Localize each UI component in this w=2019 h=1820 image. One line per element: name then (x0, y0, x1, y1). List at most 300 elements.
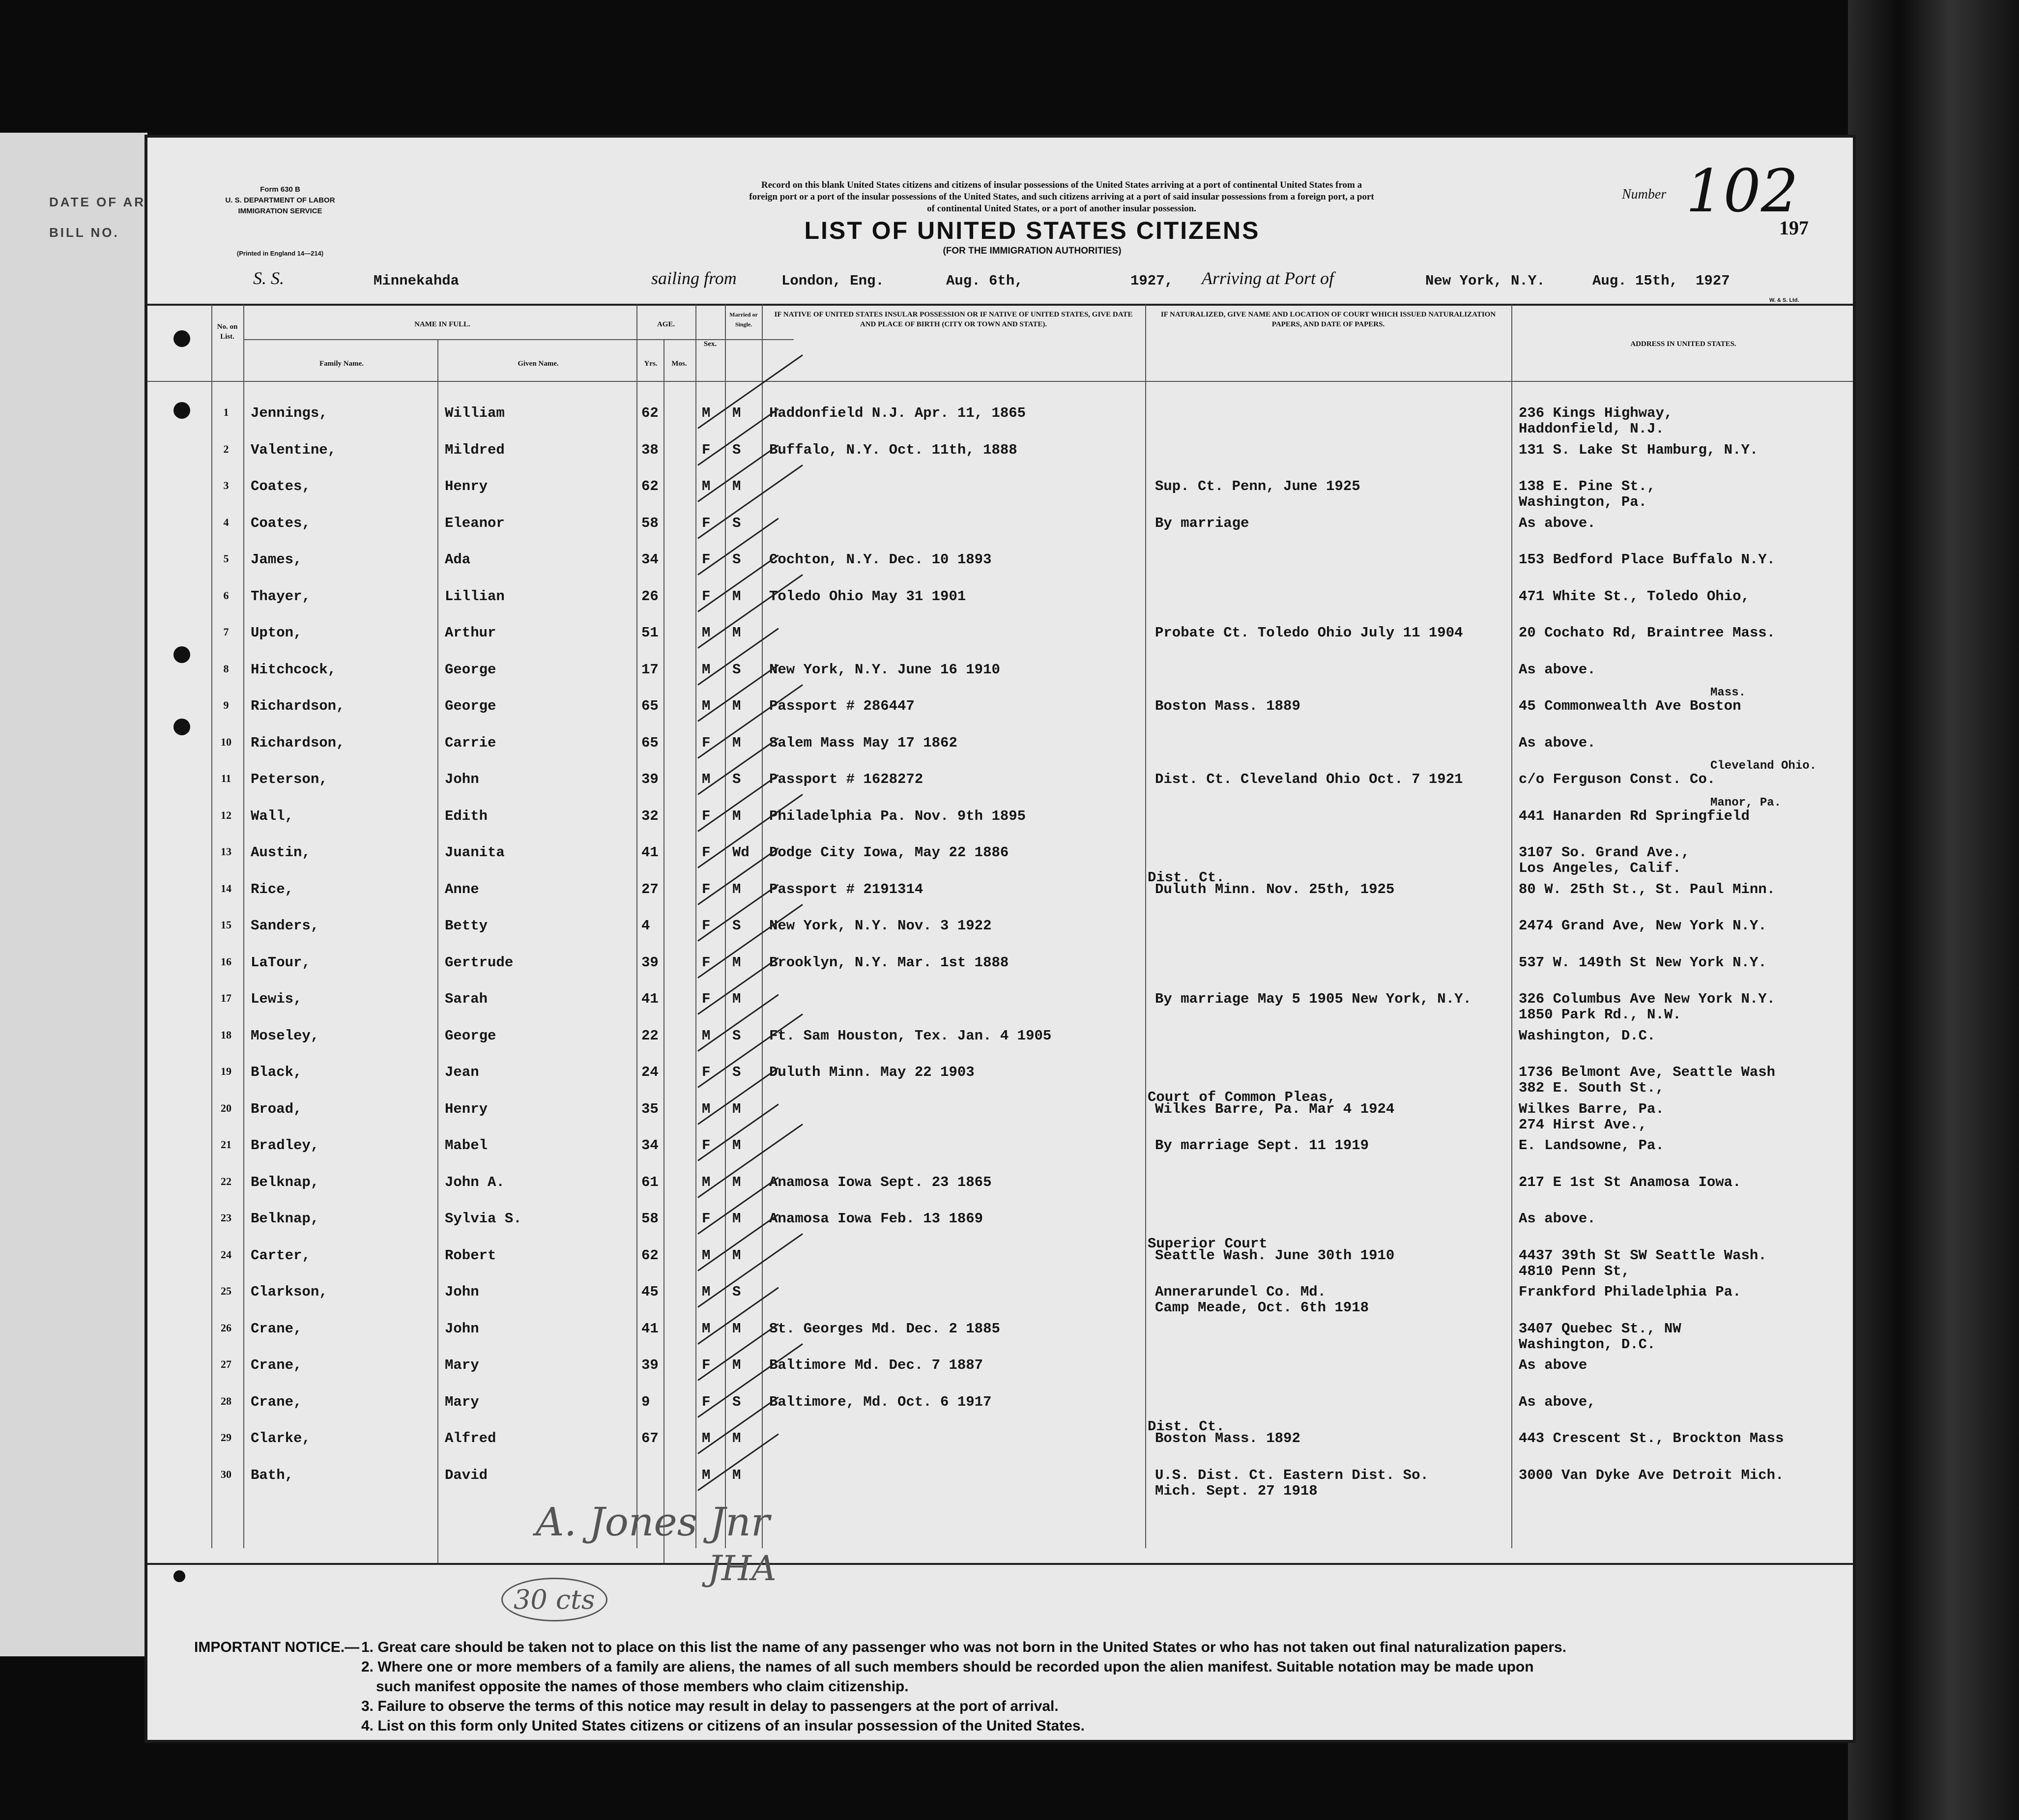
col-head-age: AGE. (657, 320, 675, 328)
marital-status: S (732, 1393, 741, 1410)
given-name: Juanita (445, 844, 505, 861)
marital-status: M (732, 734, 741, 751)
row-number: 19 (221, 1065, 231, 1077)
col-head-sex: Sex. (703, 340, 717, 348)
table-row (147, 625, 1853, 669)
age-years: 35 (641, 1100, 659, 1117)
us-address: E. Landsowne, Pa. (1519, 1137, 1664, 1154)
page-subtitle: (FOR THE IMMIGRATION AUTHORITIES) (943, 246, 1122, 256)
us-address: c/o Ferguson Const. Co. (1519, 771, 1716, 787)
marital-status: M (732, 1100, 741, 1117)
marital-status: M (732, 1174, 741, 1190)
col-head-address: ADDRESS IN UNITED STATES. (1630, 340, 1736, 348)
marital-status: M (732, 1247, 741, 1264)
family-name: Black, (251, 1064, 302, 1080)
age-years: 41 (641, 1320, 659, 1337)
naturalization: Boston Mass. 1892 (1155, 1430, 1300, 1446)
birth-place-date: Cochton, N.Y. Dec. 10 1893 (769, 551, 992, 568)
us-address: Washington, D.C. (1519, 1027, 1656, 1044)
age-years: 39 (641, 771, 659, 787)
sex: M (702, 771, 711, 787)
marital-status: M (732, 954, 741, 971)
col-head-yrs: Yrs. (644, 360, 658, 368)
sex: F (702, 918, 711, 934)
given-name: William (445, 405, 505, 421)
marital-status: M (732, 1357, 741, 1373)
table-top-rule (147, 304, 1853, 306)
family-name: Coates, (251, 515, 311, 531)
naturalization: Seattle Wash. June 30th 1910 (1155, 1247, 1395, 1264)
notice-item: 3. Failure to observe the terms of this notice may result in delay to passengers at the port of arrival. (361, 1698, 1059, 1714)
birth-place-date: Ft. Sam Houston, Tex. Jan. 4 1905 (769, 1027, 1052, 1044)
table-row (147, 1467, 1853, 1511)
row-number: 25 (221, 1285, 231, 1297)
birth-place-date: Toledo Ohio May 31 1901 (769, 588, 966, 605)
row-number: 30 (221, 1468, 231, 1480)
col-head-family: Family Name. (319, 360, 364, 368)
given-name: John (445, 1284, 479, 1300)
row-number: 26 (221, 1321, 231, 1334)
row-number: 21 (221, 1138, 231, 1151)
family-name: Clarkson, (251, 1284, 328, 1300)
number-label: Number (1622, 187, 1667, 202)
us-address: 20 Cochato Rd, Braintree Mass. (1519, 625, 1776, 641)
marital-status: M (732, 808, 741, 824)
table-row (147, 686, 1853, 742)
marital-status: M (732, 1320, 741, 1337)
given-name: Arthur (445, 625, 496, 641)
us-address-line-2: 382 E. South St., (1519, 1080, 1664, 1096)
marital-status: M (732, 881, 741, 897)
arriving-label: Arriving at Port of (1202, 268, 1334, 288)
naturalization: Wilkes Barre, Pa. Mar 4 1924 (1155, 1100, 1395, 1117)
sex: M (702, 478, 711, 494)
sex: M (702, 1027, 711, 1044)
birth-place-date: Buffalo, N.Y. Oct. 11th, 1888 (769, 441, 1017, 458)
row-number: 28 (221, 1394, 231, 1407)
marital-status: Wd (732, 844, 750, 861)
birth-place-date: Baltimore, Md. Oct. 6 1917 (769, 1393, 992, 1410)
sex: F (702, 441, 711, 458)
naturalization-court: Dist. Ct. (1148, 1418, 1225, 1435)
us-address: Frankford Philadelphia Pa. (1519, 1284, 1741, 1300)
marital-status: M (732, 625, 741, 641)
table-bottom-rule (147, 1563, 1853, 1565)
us-address-line-2: 4810 Penn St, (1519, 1263, 1630, 1279)
page-number: 197 (1779, 217, 1809, 239)
naturalization: Sup. Ct. Penn, June 1925 (1155, 478, 1360, 494)
birth-place-date: Brooklyn, N.Y. Mar. 1st 1888 (769, 954, 1009, 971)
marital-status: M (732, 698, 741, 714)
us-address: 80 W. 25th St., St. Paul Minn. (1519, 881, 1776, 897)
record-instructions (462, 179, 1661, 215)
birth-place-date: Anamosa Iowa Sept. 23 1865 (769, 1174, 992, 1190)
col-head-given: Given Name. (518, 360, 559, 368)
age-years: 24 (641, 1064, 659, 1080)
birth-place-date: Dodge City Iowa, May 22 1886 (769, 844, 1009, 861)
notice-item: such manifest opposite the names of those members who claim citizenship. (376, 1678, 909, 1695)
arrival-date: Aug. 15th, (1592, 273, 1678, 289)
notice-item: 2. Where one or more members of a family are aliens, the names of all such members should be recorded upon the alien manifest. Suitable notation may be made upon (361, 1659, 1534, 1675)
row-number: 1 (223, 406, 229, 418)
row-number: 14 (221, 882, 231, 895)
marital-status: M (732, 1211, 741, 1227)
us-address-superscript: Mass. (1710, 686, 1746, 699)
birth-place-date: Anamosa Iowa Feb. 13 1869 (769, 1211, 983, 1227)
given-name: David (445, 1467, 488, 1483)
age-years: 4 (641, 918, 650, 934)
family-name: Crane, (251, 1393, 302, 1410)
manifest-number: 102 (1686, 157, 1799, 226)
margin-marks (49, 187, 145, 248)
table-row (147, 478, 1853, 522)
binder-hole (173, 330, 190, 347)
us-address: 443 Crescent St., Brockton Mass (1519, 1430, 1784, 1446)
age-years: 45 (641, 1284, 659, 1300)
age-years: 27 (641, 881, 659, 897)
sex: M (702, 1247, 711, 1264)
age-years: 39 (641, 954, 659, 971)
marital-status: S (732, 441, 741, 458)
us-address: 217 E 1st St Anamosa Iowa. (1519, 1174, 1741, 1190)
family-name: Lewis, (251, 991, 302, 1007)
handwritten-initials: JHA (708, 1548, 777, 1589)
naturalization: Dist. Ct. Cleveland Ohio Oct. 7 1921 (1155, 771, 1463, 787)
us-address: 236 Kings Highway, (1519, 405, 1673, 421)
family-name: Peterson, (251, 771, 328, 787)
row-number: 3 (223, 479, 229, 491)
row-number: 11 (221, 772, 231, 784)
right-dark-edge (1848, 0, 2019, 1820)
naturalization-line-2: Mich. Sept. 27 1918 (1155, 1482, 1318, 1499)
arrival-year: 1927 (1696, 273, 1730, 289)
naturalization: By marriage May 5 1905 New York, N.Y. (1155, 991, 1471, 1007)
naturalization-court: Superior Court (1148, 1235, 1268, 1252)
col-head-naturalized: IF NATURALIZED, GIVE NAME AND LOCATION OF COURT WHICH ISSUED NATURALIZATION PAPERS, AND DATE OF PAPERS. (1160, 311, 1496, 328)
given-name: John A. (445, 1174, 505, 1190)
table-row (147, 1174, 1853, 1218)
us-address: As above. (1519, 515, 1596, 531)
sex: F (702, 551, 711, 568)
family-name: Jennings, (251, 405, 328, 421)
us-address: 153 Bedford Place Buffalo N.Y. (1519, 551, 1776, 568)
given-name: Jean (445, 1064, 479, 1080)
sex: M (702, 625, 711, 641)
given-name: Anne (445, 881, 479, 897)
row-number: 20 (221, 1101, 231, 1114)
family-name: Bradley, (251, 1137, 319, 1154)
record-line: Record on this blank United States citizens and citizens of insular possessions of the United States arriving at a port of continental United States from a (761, 180, 1362, 190)
age-years: 38 (641, 441, 659, 458)
naturalization: U.S. Dist. Ct. Eastern Dist. So. (1155, 1467, 1429, 1483)
naturalization: Probate Ct. Toledo Ohio July 11 1904 (1155, 625, 1463, 641)
sailing-from-label: sailing from (651, 268, 737, 288)
binder-hole (173, 1570, 185, 1582)
record-line: of continental United States, or a port of another insular possession. (927, 203, 1196, 214)
birth-place-date: Haddonfield N.J. Apr. 11, 1865 (769, 405, 1026, 421)
given-name: Gertrude (445, 954, 514, 971)
marital-status: S (732, 771, 741, 787)
us-address: As above (1519, 1357, 1587, 1373)
age-years: 62 (641, 478, 659, 494)
header-bottom-rule (147, 381, 1853, 382)
family-name: Sanders, (251, 918, 319, 934)
given-name: Robert (445, 1247, 496, 1264)
birth-place-date: New York, N.Y. June 16 1910 (769, 661, 1000, 678)
us-address: 3107 So. Grand Ave., (1519, 844, 1690, 861)
marital-status: S (732, 1284, 741, 1300)
naturalization: Duluth Minn. Nov. 25th, 1925 (1155, 881, 1395, 897)
birth-place-date: Philadelphia Pa. Nov. 9th 1895 (769, 808, 1026, 824)
sex: M (702, 1100, 711, 1117)
handwritten-circled-note: 30 cts (501, 1578, 607, 1621)
age-years: 51 (641, 625, 659, 641)
marital-status: S (732, 918, 741, 934)
age-years: 67 (641, 1430, 659, 1446)
given-name: Mary (445, 1357, 479, 1373)
given-name: Mabel (445, 1137, 488, 1154)
row-number: 7 (223, 626, 229, 638)
given-name: Henry (445, 1100, 488, 1117)
sex: M (702, 661, 711, 678)
us-address-superscript: Manor, Pa. (1710, 796, 1782, 809)
us-address: 3000 Van Dyke Ave Detroit Mich. (1519, 1467, 1784, 1483)
margin-mark: DATE OF AR (49, 195, 145, 209)
given-name: John (445, 1320, 479, 1337)
naturalization: By marriage (1155, 515, 1249, 531)
marital-status: M (732, 478, 741, 494)
us-address-line-2: 274 Hirst Ave., (1519, 1116, 1647, 1133)
family-name: Belknap, (251, 1174, 319, 1190)
given-name: Edith (445, 808, 488, 824)
age-years: 62 (641, 1247, 659, 1264)
sex: F (702, 881, 711, 897)
us-address: 2474 Grand Ave, New York N.Y. (1519, 918, 1767, 934)
family-name: Hitchcock, (251, 661, 337, 678)
family-name: Upton, (251, 625, 302, 641)
age-years: 34 (641, 551, 659, 568)
age-years: 39 (641, 1357, 659, 1373)
age-years: 65 (641, 698, 659, 714)
us-address: Wilkes Barre, Pa. (1519, 1100, 1664, 1117)
col-head-mos: Mos. (671, 360, 687, 368)
sex: F (702, 515, 711, 531)
manifest-page (147, 138, 1853, 1740)
us-address-line-2: Haddonfield, N.J. (1519, 421, 1664, 437)
row-number: 4 (223, 516, 229, 528)
row-number: 29 (221, 1431, 231, 1444)
birth-place-date: St. Georges Md. Dec. 2 1885 (769, 1320, 1000, 1337)
age-years: 32 (641, 808, 659, 824)
form-number: Form 630 B (260, 185, 300, 194)
age-years: 58 (641, 515, 659, 531)
sex: F (702, 991, 711, 1007)
row-number: 9 (223, 699, 229, 711)
family-name: Wall, (251, 808, 294, 824)
page-title: LIST OF UNITED STATES CITIZENS (804, 217, 1260, 244)
marital-status: S (732, 1064, 741, 1080)
row-number: 15 (221, 919, 231, 931)
row-number: 16 (221, 955, 231, 968)
family-name: Crane, (251, 1357, 302, 1373)
sex: F (702, 844, 711, 861)
sex: F (702, 588, 711, 605)
ss-label: S. S. (253, 268, 284, 288)
row-number: 13 (221, 845, 231, 858)
printer-mark: W. & S. Ltd. (1769, 297, 1799, 303)
departure-year: 1927, (1130, 273, 1174, 289)
family-name: Richardson, (251, 734, 345, 751)
us-address: As above. (1519, 734, 1596, 751)
sex: F (702, 808, 711, 824)
age-years: 9 (641, 1393, 650, 1410)
us-address-superscript: Cleveland Ohio. (1710, 759, 1817, 773)
row-number: 23 (221, 1212, 231, 1224)
given-name: Eleanor (445, 515, 505, 531)
row-number: 24 (221, 1248, 231, 1261)
sex: M (702, 1284, 711, 1300)
us-address: 471 White St., Toledo Ohio, (1519, 588, 1750, 605)
given-name: George (445, 1027, 496, 1044)
col-head-no: No. on List. (217, 323, 238, 341)
naturalization: Annerarundel Co. Md. (1155, 1284, 1327, 1300)
us-address: 3407 Quebec St., NW (1519, 1320, 1681, 1337)
given-name: Ada (445, 551, 471, 568)
family-name: Rice, (251, 881, 294, 897)
row-number: 2 (223, 442, 229, 455)
age-years: 22 (641, 1027, 659, 1044)
given-name: Mildred (445, 441, 505, 458)
table-row (147, 1357, 1853, 1401)
naturalization: By marriage Sept. 11 1919 (1155, 1137, 1369, 1154)
given-name: Sylvia S. (445, 1211, 522, 1227)
family-name: Clarke, (251, 1430, 311, 1446)
marital-status: M (732, 1137, 741, 1154)
us-address: As above. (1519, 661, 1596, 678)
table-row (147, 1320, 1853, 1365)
row-number: 10 (221, 735, 231, 748)
row-number: 8 (223, 662, 229, 675)
col-head-name: NAME IN FULL. (414, 320, 470, 328)
given-name: Alfred (445, 1430, 496, 1446)
record-line: foreign port or a port of the insular possessions of the United States, and such citizens arriving at a port of said insular possessions from a foreign port, a port (749, 192, 1374, 202)
family-name: Coates, (251, 478, 311, 494)
margin-mark: BILL NO. (49, 225, 119, 240)
col-head-married: Married or Single. (729, 311, 758, 328)
sex: M (702, 1467, 711, 1483)
sex: F (702, 1393, 711, 1410)
us-address: 537 W. 149th St New York N.Y. (1519, 954, 1767, 971)
marital-status: S (732, 661, 741, 678)
birth-place-date: New York, N.Y. Nov. 3 1922 (769, 918, 992, 934)
age-years: 62 (641, 405, 659, 421)
us-address: As above. (1519, 1211, 1596, 1227)
row-number: 17 (221, 992, 231, 1004)
age-years: 34 (641, 1137, 659, 1154)
arrival-port: New York, N.Y. (1425, 273, 1545, 289)
given-name: Henry (445, 478, 488, 494)
marital-status: S (732, 1027, 741, 1044)
department: U. S. DEPARTMENT OF LABOR (225, 196, 335, 204)
us-address: 326 Columbus Ave New York N.Y. (1519, 991, 1776, 1007)
col-head-native: IF NATIVE OF UNITED STATES INSULAR POSSESSION OR IF NATIVE OF UNITED STATES, GIVE DATE AND PLACE OF BIRTH (CITY OR TOWN AND STATE). (774, 311, 1133, 328)
marital-status: M (732, 405, 741, 421)
naturalization-court: Dist. Ct. (1148, 869, 1225, 886)
naturalization: Boston Mass. 1889 (1155, 698, 1300, 714)
birth-place-date: Passport # 286447 (769, 698, 915, 714)
row-number: 27 (221, 1358, 231, 1370)
given-name: Sarah (445, 991, 488, 1007)
marital-status: M (732, 1467, 741, 1483)
us-address: 138 E. Pine St., (1519, 478, 1656, 494)
left-margin-strip (0, 133, 147, 1656)
age-years: 17 (641, 661, 659, 678)
sex: F (702, 954, 711, 971)
given-name: George (445, 661, 496, 678)
us-address: 131 S. Lake St Hamburg, N.Y. (1519, 441, 1759, 458)
family-name: LaTour, (251, 954, 311, 971)
departure-port: London, Eng. (781, 273, 884, 289)
age-years: 65 (641, 734, 659, 751)
family-name: Bath, (251, 1467, 294, 1483)
age-years: 41 (641, 844, 659, 861)
departure-date: Aug. 6th, (946, 273, 1023, 289)
family-name: Richardson, (251, 698, 345, 714)
notice-heading: IMPORTANT NOTICE.— (194, 1639, 360, 1655)
row-number: 18 (221, 1028, 231, 1041)
sex: M (702, 405, 711, 421)
family-name: Austin, (251, 844, 311, 861)
us-address: 45 Commonwealth Ave Boston (1519, 698, 1741, 714)
given-name: Carrie (445, 734, 496, 751)
age-years: 58 (641, 1211, 659, 1227)
naturalization-line-2: Camp Meade, Oct. 6th 1918 (1155, 1300, 1369, 1316)
family-name: Moseley, (251, 1027, 319, 1044)
marital-status: M (732, 588, 741, 605)
sex: F (702, 1064, 711, 1080)
given-name: Lillian (445, 588, 505, 605)
sex: F (702, 1211, 711, 1227)
birth-place-date: Passport # 1628272 (769, 771, 923, 787)
given-name: Betty (445, 918, 488, 934)
row-number: 22 (221, 1175, 231, 1187)
given-name: Mary (445, 1393, 479, 1410)
family-name: Crane, (251, 1320, 302, 1337)
us-address: 441 Hanarden Rd Springfield (1519, 808, 1750, 824)
handwritten-signature: A. Jones Jnr (536, 1499, 770, 1545)
family-name: Carter, (251, 1247, 311, 1264)
family-name: Valentine, (251, 441, 337, 458)
row-number: 12 (221, 809, 231, 821)
us-address: 1736 Belmont Ave, Seattle Wash (1519, 1064, 1776, 1080)
printed-note: (Printed in England 14—214) (236, 250, 324, 257)
marital-status: M (732, 991, 741, 1007)
sex: F (702, 734, 711, 751)
family-name: Thayer, (251, 588, 311, 605)
sex: M (702, 1430, 711, 1446)
marital-status: S (732, 551, 741, 568)
sex: F (702, 1357, 711, 1373)
naturalization-court: Court of Common Pleas, (1148, 1089, 1336, 1105)
us-address-line-2: 1850 Park Rd., N.W. (1519, 1007, 1681, 1023)
us-address: As above, (1519, 1393, 1596, 1410)
birth-place-date: Salem Mass May 17 1862 (769, 734, 957, 751)
sex: M (702, 1174, 711, 1190)
notice-item: 1. Great care should be taken not to place on this list the name of any passenger who was not born in the United States or who has not taken out final naturalization papers. (361, 1639, 1567, 1655)
age-years: 41 (641, 991, 659, 1007)
notice-item: 4. List on this form only United States citizens or citizens of an insular possession of the United States. (361, 1718, 1085, 1734)
birth-place-date: Baltimore Md. Dec. 7 1887 (769, 1357, 983, 1373)
